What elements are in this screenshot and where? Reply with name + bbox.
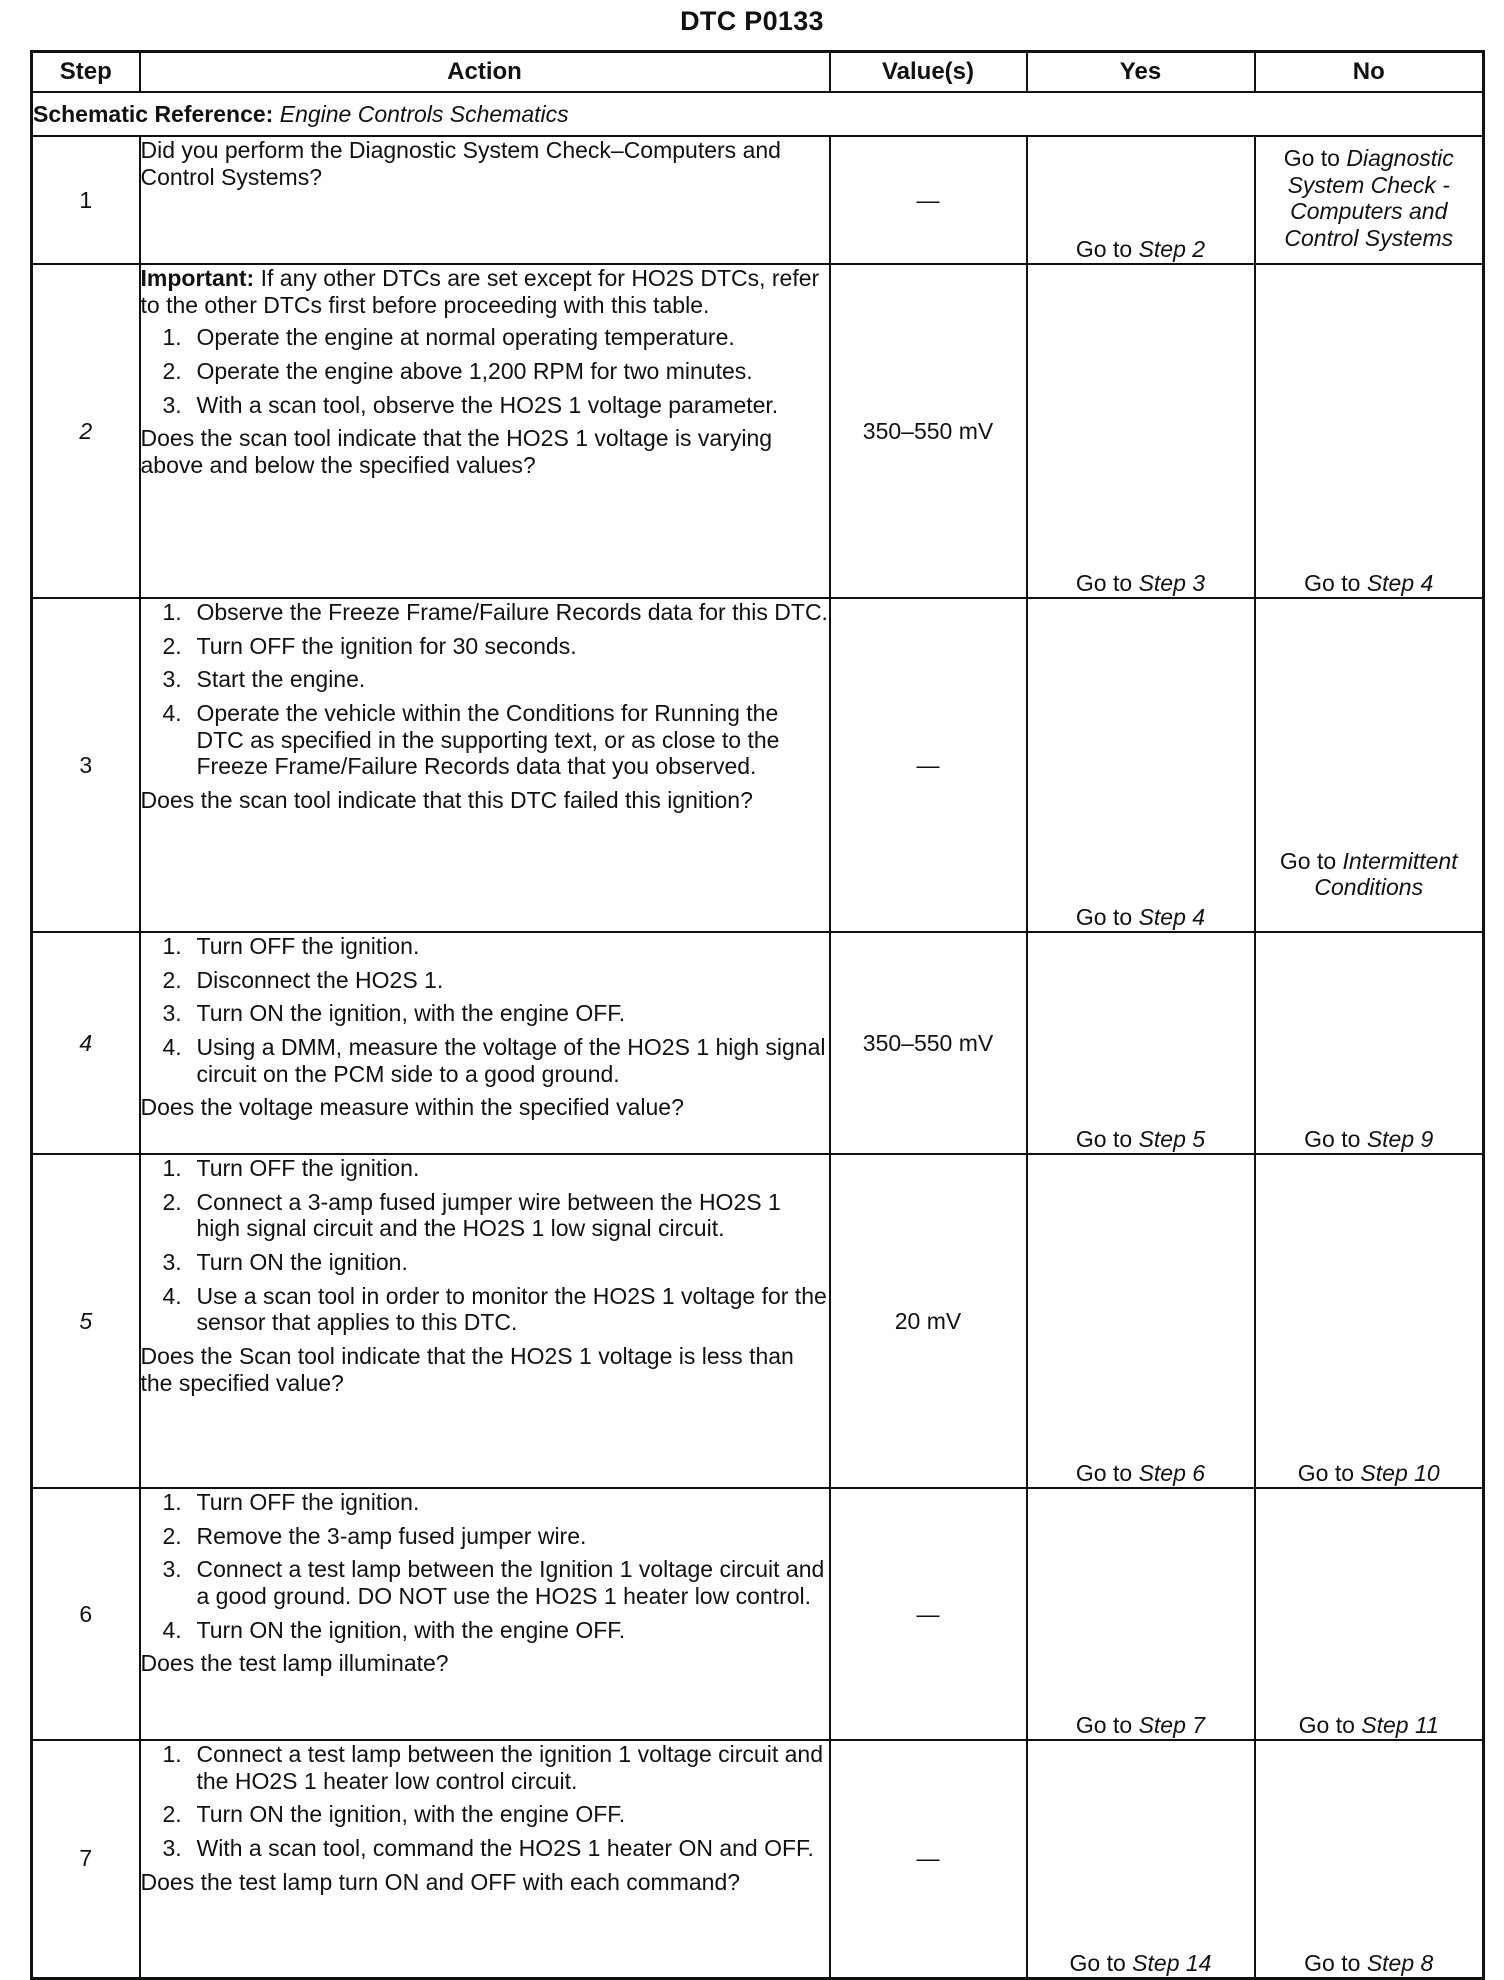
action-cell xyxy=(140,1488,830,1740)
item-number: 1. xyxy=(162,933,182,959)
item-number: 4. xyxy=(162,1616,182,1643)
list-item: 1. Connect a test lamp between the ignition 1 voltage circuit and the HO2S 1 heater low control circuit. xyxy=(162,1741,823,1794)
important-label: Important: xyxy=(140,265,255,291)
yes-step-link[interactable]: Step 14 xyxy=(1132,1949,1212,1976)
yes-cell: Go to Step 14 xyxy=(1027,1740,1255,1978)
no-cell: Go to Step 8 xyxy=(1255,1740,1484,1978)
table-row xyxy=(32,598,1484,932)
header-yes: Yes xyxy=(1027,52,1255,93)
list-item: 1. Observe the Freeze Frame/Failure Records data for this DTC. xyxy=(162,599,828,625)
item-number: 4. xyxy=(162,1282,182,1309)
yes-cell: Go to Step 6 xyxy=(1027,1154,1255,1488)
step-number: 7 xyxy=(32,1740,140,1978)
step-number: 3 xyxy=(32,598,140,932)
specified-value: 350–550 mV xyxy=(830,932,1027,1154)
header-step: Step xyxy=(32,52,140,93)
list-item: 3. Turn ON the ignition, with the engine OFF. xyxy=(162,1000,626,1027)
item-number: 2. xyxy=(162,358,182,385)
item-number: 3. xyxy=(162,1835,182,1862)
specified-value: — xyxy=(830,136,1027,264)
step-number: 4 xyxy=(32,932,140,1154)
header-values: Value(s) xyxy=(830,52,1027,93)
table-row xyxy=(32,1740,1484,1978)
action-question: Does the scan tool indicate that the HO2S 1 voltage is varying above and below the specified values? xyxy=(140,425,773,479)
table-row xyxy=(32,136,1484,264)
diagnostic-table xyxy=(30,50,1485,1980)
yes-cell: Go to Step 2 xyxy=(1027,136,1255,264)
yes-step-link[interactable]: Step 6 xyxy=(1138,1460,1206,1487)
list-item: 3. Turn ON the ignition. xyxy=(162,1249,408,1276)
action-steps xyxy=(141,1489,829,1643)
no-cell: Go to Step 10 xyxy=(1255,1154,1484,1488)
yes-cell: Go to Step 3 xyxy=(1027,264,1255,598)
item-number: 2. xyxy=(162,1188,182,1215)
item-number: 1. xyxy=(162,599,182,625)
schematic-reference-row xyxy=(32,92,1484,136)
list-item: 4. Use a scan tool in order to monitor the HO2S 1 voltage for the sensor that applies to this DTC. xyxy=(162,1282,827,1336)
action-cell xyxy=(140,1740,830,1978)
schematic-reference xyxy=(32,92,1484,136)
table-row xyxy=(32,932,1484,1154)
action-question: Does the voltage measure within the specified value? xyxy=(140,1094,684,1121)
list-item: 1. Turn OFF the ignition. xyxy=(162,1489,420,1515)
list-item: 3. Connect a test lamp between the Ignition 1 voltage circuit and a good ground. DO NOT use the HO2S 1 heater low control. xyxy=(162,1556,825,1610)
list-item: 1. Operate the engine at normal operating temperature. xyxy=(162,324,735,351)
step-number: 6 xyxy=(32,1488,140,1740)
list-item: 1. Turn OFF the ignition. xyxy=(162,933,420,959)
yes-step-link[interactable]: Step 4 xyxy=(1138,904,1206,931)
no-cell: Go to Step 9 xyxy=(1255,932,1484,1154)
page-title: DTC P0133 xyxy=(680,6,824,36)
item-number: 4. xyxy=(162,1034,182,1061)
action-question: Does the test lamp illuminate? xyxy=(140,1650,449,1677)
action-cell xyxy=(140,598,830,932)
item-number: 2. xyxy=(162,966,182,993)
action-steps xyxy=(141,599,829,780)
action-cell xyxy=(140,136,830,264)
step-number: 1 xyxy=(32,136,140,264)
item-number: 1. xyxy=(162,324,182,351)
list-item: 4. Operate the vehicle within the Conditions for Running the DTC as specified in the supporting text, or as close to the Freeze Frame/Failure Records data that you observed. xyxy=(162,700,780,780)
action-intro: Did you perform the Diagnostic System Check–Computers and Control Systems? xyxy=(140,137,781,190)
item-number: 4. xyxy=(162,700,182,727)
schematic-label: Schematic Reference: xyxy=(33,100,274,127)
yes-step-link[interactable]: Step 2 xyxy=(1138,236,1206,263)
no-cell: Go to Step 4 xyxy=(1255,264,1484,598)
item-number: 3. xyxy=(162,1556,182,1583)
yes-step-link[interactable]: Step 7 xyxy=(1138,1712,1206,1739)
yes-cell: Go to Step 7 xyxy=(1027,1488,1255,1740)
no-step-link[interactable]: Step 11 xyxy=(1361,1712,1439,1739)
header-no: No xyxy=(1255,52,1484,93)
item-number: 3. xyxy=(162,1000,182,1027)
list-item: 3. With a scan tool, command the HO2S 1 heater ON and OFF. xyxy=(162,1835,814,1862)
list-item: 2. Turn OFF the ignition for 30 seconds. xyxy=(162,632,577,659)
item-number: 2. xyxy=(162,1522,182,1549)
action-cell xyxy=(140,932,830,1154)
no-step-link[interactable]: Step 4 xyxy=(1366,570,1434,597)
action-steps xyxy=(141,1155,829,1336)
step-number: 2 xyxy=(32,264,140,598)
no-cell: Go to Intermittent Conditions xyxy=(1255,598,1484,932)
no-step-link[interactable]: Intermittent Conditions xyxy=(1314,847,1458,901)
list-item: 3. Start the engine. xyxy=(162,666,366,693)
action-cell xyxy=(140,1154,830,1488)
item-number: 2. xyxy=(162,632,182,659)
action-question: Does the Scan tool indicate that the HO2S 1 voltage is less than the specified value? xyxy=(140,1343,794,1396)
item-number: 1. xyxy=(162,1741,182,1767)
item-number: 2. xyxy=(162,1801,182,1828)
table-row xyxy=(32,1488,1484,1740)
list-item: 4. Turn ON the ignition, with the engine OFF. xyxy=(162,1616,626,1643)
action-question: Does the scan tool indicate that this DTC failed this ignition? xyxy=(140,787,753,814)
no-cell: Go to Step 11 xyxy=(1255,1488,1484,1740)
list-item: 2. Connect a 3-amp fused jumper wire between the HO2S 1 high signal circuit and the HO2S 1 low signal circuit. xyxy=(162,1188,781,1242)
yes-step-link[interactable]: Step 3 xyxy=(1138,570,1206,597)
specified-value: — xyxy=(830,598,1027,932)
list-item: 4. Using a DMM, measure the voltage of the HO2S 1 high signal circuit on the PCM side to a good ground. xyxy=(162,1034,826,1087)
list-item: 2. Operate the engine above 1,200 RPM for two minutes. xyxy=(162,358,753,385)
header-row xyxy=(32,52,1484,93)
list-item: 2. Remove the 3-amp fused jumper wire. xyxy=(162,1522,587,1549)
header-action: Action xyxy=(140,52,830,93)
action-question: Does the test lamp turn ON and OFF with each command? xyxy=(140,1868,741,1895)
yes-cell: Go to Step 5 xyxy=(1027,932,1255,1154)
specified-value: — xyxy=(830,1740,1027,1978)
item-number: 3. xyxy=(162,1249,182,1276)
item-number: 3. xyxy=(162,391,182,418)
step-number: 5 xyxy=(32,1154,140,1488)
item-number: 3. xyxy=(162,666,182,693)
no-step-link[interactable]: Step 9 xyxy=(1366,1126,1434,1153)
specified-value: 350–550 mV xyxy=(830,264,1027,598)
list-item: 1. Turn OFF the ignition. xyxy=(162,1155,420,1181)
no-step-link[interactable]: Step 10 xyxy=(1360,1460,1440,1487)
action-steps xyxy=(141,933,829,1087)
yes-cell: Go to Step 4 xyxy=(1027,598,1255,932)
item-number: 1. xyxy=(162,1489,182,1515)
no-step-link[interactable]: Step 8 xyxy=(1366,1949,1434,1976)
list-item: 2. Turn ON the ignition, with the engine OFF. xyxy=(162,1801,626,1828)
schematic-link[interactable]: Engine Controls Schematics xyxy=(279,100,569,127)
table-row xyxy=(32,264,1484,598)
list-item: 3. With a scan tool, observe the HO2S 1 voltage parameter. xyxy=(162,391,779,418)
specified-value: 20 mV xyxy=(830,1154,1027,1488)
table-row xyxy=(32,1154,1484,1488)
no-step-link[interactable]: Diagnostic System Check - Computers and Control Systems xyxy=(1284,145,1454,252)
action-steps xyxy=(141,324,829,418)
item-number: 1. xyxy=(162,1155,182,1181)
action-cell xyxy=(140,264,830,598)
list-item: 2. Disconnect the HO2S 1. xyxy=(162,966,444,993)
specified-value: — xyxy=(830,1488,1027,1740)
action-intro: Important: If any other DTCs are set except for HO2S DTCs, refer to the other DTCs first before proceeding with this table. xyxy=(140,265,820,318)
action-steps xyxy=(141,1741,829,1862)
no-cell: Go to Diagnostic System Check - Computers and Control Systems xyxy=(1255,136,1484,264)
yes-step-link[interactable]: Step 5 xyxy=(1138,1126,1206,1153)
